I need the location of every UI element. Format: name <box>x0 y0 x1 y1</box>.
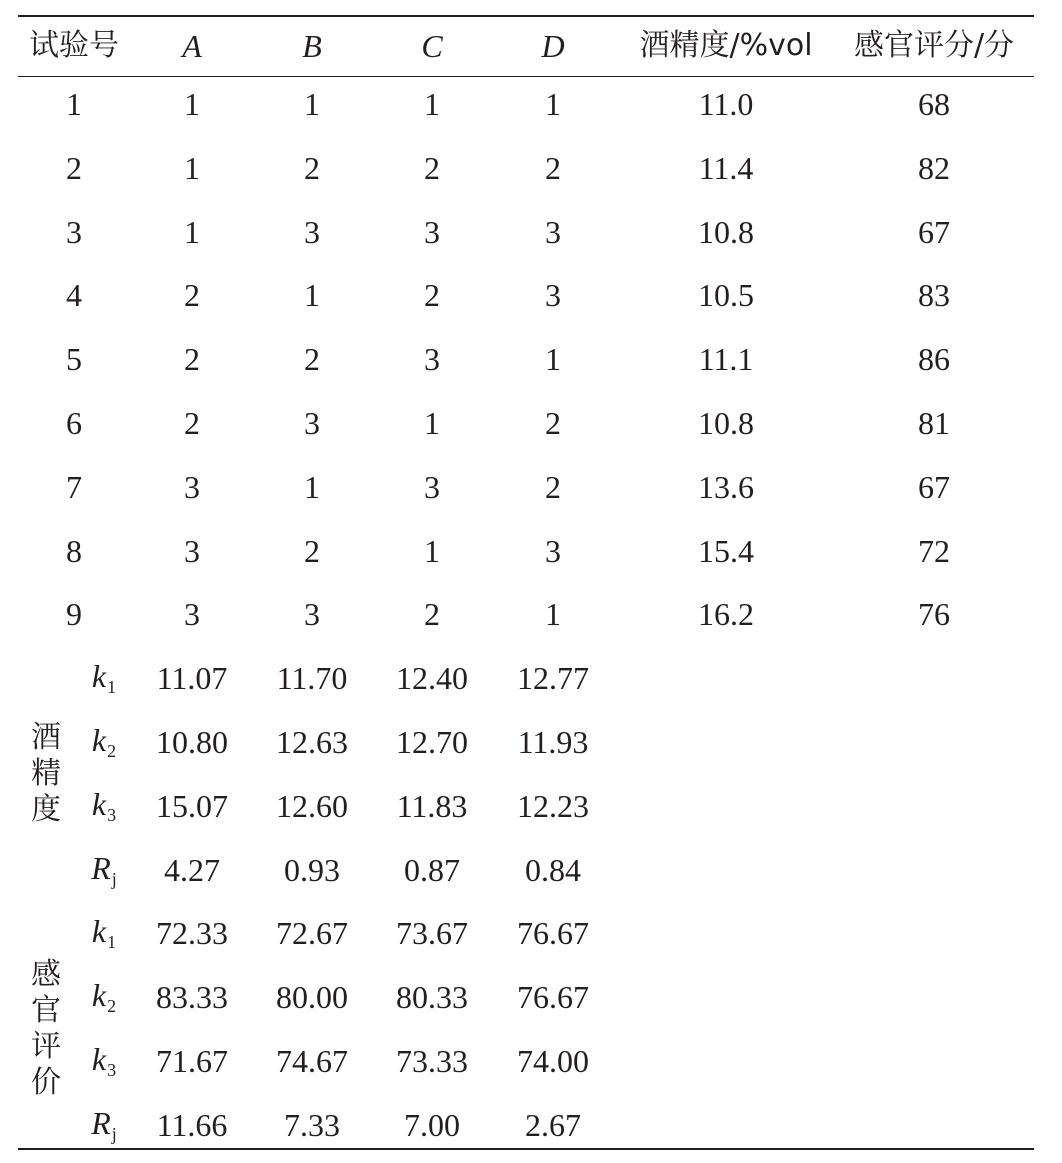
stat-value-d: 76.67 <box>517 915 589 952</box>
bottom-rule <box>18 1148 1034 1150</box>
trial-row-5-d: 1 <box>545 341 561 378</box>
stat-value-c: 73.67 <box>396 915 468 952</box>
trial-row-6-d: 2 <box>545 405 561 441</box>
header-rule <box>18 76 1034 77</box>
trial-row-1-d: 1 <box>545 86 561 122</box>
trial-row-4-sensory: 83 <box>918 277 950 314</box>
stat-symbol-letter: k <box>91 658 107 695</box>
header-factor-d: D <box>541 28 565 64</box>
trial-row-5-b: 2 <box>304 341 320 378</box>
trial-row-8-no: 8 <box>66 532 82 569</box>
stat-symbol-letter: R <box>91 1104 111 1141</box>
trial-row-2-b: 2 <box>304 149 320 186</box>
stat-symbol-subscript: 2 <box>107 741 117 761</box>
trial-row-9-no: 9 <box>66 596 82 633</box>
trial-row-9-alcohol: 16.2 <box>698 596 754 633</box>
trial-row-2-a: 1 <box>184 149 200 186</box>
group-label-char: 官 <box>31 993 61 1029</box>
group-label-char: 价 <box>31 1065 61 1101</box>
stat-value-a: 15.07 <box>156 787 228 824</box>
trial-row-9-sensory: 76 <box>918 596 950 633</box>
stat-value-a: 83.33 <box>156 979 228 1016</box>
stat-symbol <box>91 785 117 825</box>
stat-symbol-letter: R <box>91 849 111 886</box>
group-label-char: 精 <box>31 755 61 791</box>
stat-value-c: 12.70 <box>396 724 468 760</box>
stat-symbol <box>91 1104 117 1144</box>
trial-row-5-c: 3 <box>424 341 440 378</box>
stat-value-a: 72.33 <box>156 915 228 952</box>
stat-value-c: 11.83 <box>396 787 468 824</box>
stat-symbol-subscript: 2 <box>107 996 117 1017</box>
header-factor-a: A <box>182 28 202 64</box>
trial-row-5-sensory: 86 <box>918 341 950 378</box>
stat-value-b: 12.60 <box>276 787 348 824</box>
trial-row-9-b: 3 <box>304 596 320 633</box>
stat-value-a: 11.07 <box>156 660 228 697</box>
trial-row-3-alcohol: 10.8 <box>698 213 754 250</box>
stat-value-a: 10.80 <box>156 724 228 760</box>
group-label-2 <box>26 957 66 1101</box>
header-trial: 试验号 <box>29 28 119 63</box>
group-label-char: 感 <box>31 957 61 993</box>
trial-row-1-c: 1 <box>424 86 440 122</box>
stat-symbol <box>92 979 116 1015</box>
stat-value-b: 7.33 <box>284 1106 340 1143</box>
trial-row-4-alcohol: 10.5 <box>698 277 754 314</box>
trial-row-7-b: 1 <box>304 468 320 505</box>
stat-value-c: 73.33 <box>396 1043 468 1079</box>
trial-row-4-c: 2 <box>424 277 440 314</box>
trial-row-4-a: 2 <box>184 277 200 314</box>
trial-row-9-d: 1 <box>545 596 561 633</box>
stat-value-b: 72.67 <box>276 915 348 952</box>
trial-row-2-c: 2 <box>424 149 440 186</box>
stat-symbol <box>92 1043 116 1079</box>
trial-row-6-no: 6 <box>66 405 82 441</box>
trial-row-2-no: 2 <box>66 149 82 186</box>
trial-row-7-a: 3 <box>184 468 200 505</box>
stat-value-d: 11.93 <box>517 724 589 760</box>
stat-symbol-letter: k <box>91 977 107 1014</box>
trial-row-1-a: 1 <box>184 86 200 122</box>
stat-symbol-subscript: j <box>111 1123 117 1144</box>
stat-value-d: 76.67 <box>517 979 589 1016</box>
group-label-char: 评 <box>31 1029 61 1065</box>
stat-symbol <box>91 849 117 889</box>
trial-row-9-c: 2 <box>424 596 440 633</box>
trial-row-5-a: 2 <box>184 341 200 378</box>
trial-row-8-sensory: 72 <box>918 532 950 569</box>
stat-symbol-subscript: 3 <box>107 804 117 825</box>
stat-symbol-letter: k <box>91 785 107 822</box>
stat-value-b: 0.93 <box>284 851 340 888</box>
trial-row-7-c: 3 <box>424 468 440 505</box>
header-sensory: 感官评分/分 <box>853 28 1015 63</box>
trial-row-6-alcohol: 10.8 <box>698 405 754 441</box>
trial-row-8-a: 3 <box>184 532 200 569</box>
group-label-char: 酒 <box>31 719 61 755</box>
stat-value-d: 74.00 <box>517 1043 589 1079</box>
stat-value-d: 0.84 <box>525 851 581 888</box>
stat-symbol-letter: k <box>91 913 107 950</box>
stat-value-c: 12.40 <box>396 660 468 697</box>
stat-symbol <box>92 660 116 696</box>
stat-value-b: 80.00 <box>276 979 348 1016</box>
trial-row-5-no: 5 <box>66 341 82 378</box>
stat-value-a: 11.66 <box>156 1106 228 1143</box>
trial-row-6-c: 1 <box>424 405 440 441</box>
trial-row-1-alcohol: 11.0 <box>698 86 754 122</box>
trial-row-3-b: 3 <box>304 213 320 250</box>
trial-row-1-sensory: 68 <box>918 86 950 122</box>
stat-symbol-subscript: 1 <box>107 932 117 953</box>
trial-row-8-alcohol: 15.4 <box>698 532 754 569</box>
stat-value-c: 7.00 <box>404 1106 460 1143</box>
stat-value-d: 12.23 <box>517 787 589 824</box>
trial-row-8-c: 1 <box>424 532 440 569</box>
trial-row-3-d: 3 <box>545 213 561 250</box>
trial-row-2-sensory: 82 <box>918 149 950 186</box>
group-label-1 <box>26 720 66 828</box>
stat-symbol-subscript: 1 <box>107 677 117 698</box>
trial-row-1-b: 1 <box>304 86 320 122</box>
stat-value-d: 12.77 <box>517 660 589 697</box>
trial-row-4-b: 1 <box>304 277 320 314</box>
trial-row-8-b: 2 <box>304 532 320 569</box>
trial-row-4-no: 4 <box>66 277 82 314</box>
stat-symbol <box>92 724 116 760</box>
trial-row-5-alcohol: 11.1 <box>698 341 754 378</box>
stat-value-c: 80.33 <box>396 979 468 1016</box>
header-factor-c: C <box>421 28 443 64</box>
trial-row-8-d: 3 <box>545 532 561 569</box>
trial-row-2-alcohol: 11.4 <box>698 149 754 186</box>
stat-symbol-subscript: j <box>111 868 117 889</box>
trial-row-6-a: 2 <box>184 405 200 441</box>
trial-row-7-d: 2 <box>545 468 561 505</box>
trial-row-3-no: 3 <box>66 213 82 250</box>
stat-symbol-subscript: 3 <box>107 1060 117 1080</box>
trial-row-7-alcohol: 13.6 <box>698 468 754 505</box>
stat-value-c: 0.87 <box>404 851 460 888</box>
stat-value-b: 12.63 <box>276 724 348 760</box>
header-alcohol: 酒精度/%vol <box>639 28 813 63</box>
trial-row-6-sensory: 81 <box>918 405 950 441</box>
stat-symbol <box>92 915 116 951</box>
trial-row-2-d: 2 <box>545 149 561 186</box>
trial-row-3-c: 3 <box>424 213 440 250</box>
group-label-char: 度 <box>31 791 61 827</box>
trial-row-3-a: 1 <box>184 213 200 250</box>
stat-value-b: 11.70 <box>276 660 348 697</box>
stat-symbol-letter: k <box>91 722 107 758</box>
trial-row-7-no: 7 <box>66 468 82 505</box>
stat-symbol-letter: k <box>91 1041 107 1077</box>
stat-value-a: 4.27 <box>164 851 220 888</box>
stat-value-b: 74.67 <box>276 1043 348 1079</box>
header-factor-b: B <box>302 28 322 64</box>
top-rule <box>18 15 1034 17</box>
trial-row-1-no: 1 <box>66 86 82 122</box>
trial-row-3-sensory: 67 <box>918 213 950 250</box>
trial-row-4-d: 3 <box>545 277 561 314</box>
stat-value-d: 2.67 <box>525 1106 581 1143</box>
stat-value-a: 71.67 <box>156 1043 228 1079</box>
trial-row-6-b: 3 <box>304 405 320 441</box>
trial-row-7-sensory: 67 <box>918 468 950 505</box>
trial-row-9-a: 3 <box>184 596 200 633</box>
